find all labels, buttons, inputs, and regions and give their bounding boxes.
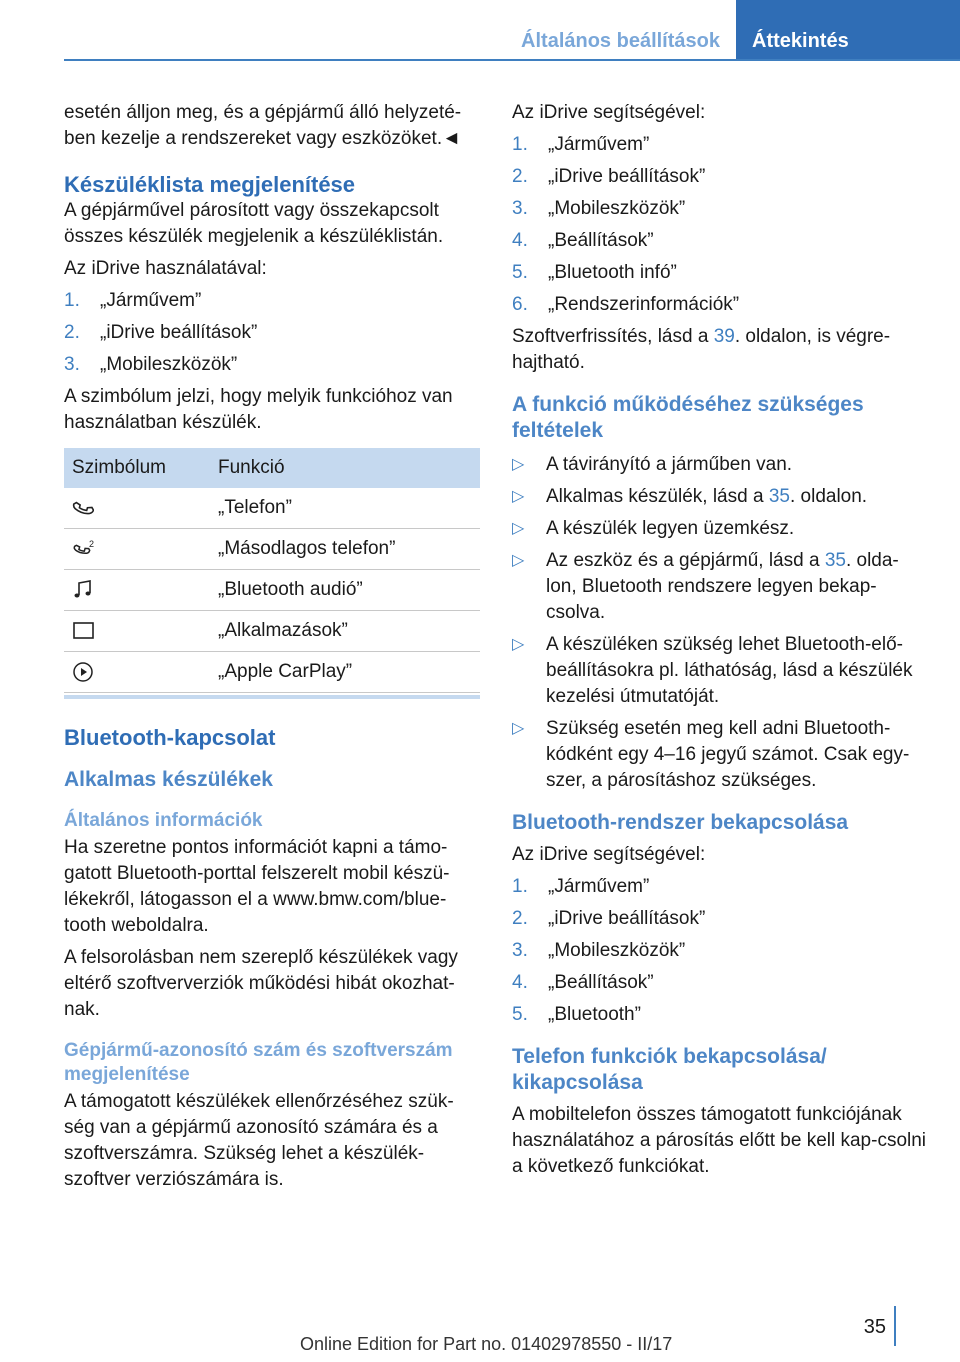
heading-device-list: Készüléklista megjelenítése	[64, 172, 356, 197]
idrive-usage-text: Az iDrive használatával:	[64, 258, 267, 279]
list-item	[512, 874, 928, 900]
text-fragment: . olda-lon, Bluetooth rendszere legyen bekap-csolva.	[546, 550, 899, 623]
page-number: 35	[863, 1316, 886, 1338]
svg-text:2: 2	[89, 539, 95, 549]
list-item	[512, 632, 928, 710]
list-item-text: „iDrive beállítások”	[548, 908, 706, 929]
list-item-text: A készülék legyen üzemkész.	[546, 518, 795, 539]
list-item-text: „Mobileszközök”	[548, 940, 686, 961]
table-header-function: Funkció	[210, 448, 480, 488]
list-item	[512, 260, 928, 286]
general-info-text-2: A felsorolásban nem szereplő készülékek vagy eltérő szoftververziók működési hibát okozhat-nak.	[64, 947, 458, 1020]
idrive-text-2: Az iDrive segítségével:	[512, 844, 706, 865]
text-fragment: . oldalon, is végre-hajtható.	[512, 326, 891, 373]
list-number: 2.	[64, 322, 80, 343]
table-row	[64, 529, 480, 570]
apps-square-icon	[72, 621, 96, 641]
text-fragment: . oldalon.	[789, 486, 868, 507]
list-number: 5.	[512, 1004, 528, 1025]
list-number: 1.	[64, 290, 80, 311]
heading-bluetooth-on: Bluetooth-rendszer bekapcsolása	[512, 811, 849, 834]
right-column	[512, 100, 928, 1186]
list-number: 1.	[512, 134, 528, 155]
list-item-text: „Mobileszközök”	[548, 198, 686, 219]
table-row	[64, 652, 480, 693]
bullet-arrow-icon: ▷	[512, 456, 525, 473]
vehicle-id-text: A támogatott készülékek ellenőrzéséhez szük-ség van a gépjármű azonosító számára és a szoftverszámra. Szükség lehet a készülék-szoftver verziószámára is.	[64, 1091, 454, 1190]
page-link-35[interactable]: 35	[824, 550, 846, 571]
table-header-row	[64, 448, 480, 488]
table-row	[64, 570, 480, 611]
symbol-table	[64, 448, 480, 693]
list-item	[512, 452, 928, 478]
list-item	[512, 716, 928, 794]
info-steps	[512, 132, 928, 318]
page-link-35[interactable]: 35	[768, 486, 790, 507]
symbol-cell	[64, 488, 210, 529]
symbol-cell	[64, 529, 210, 570]
list-item	[512, 548, 928, 626]
list-item	[512, 970, 928, 996]
list-item-text: „Mobileszközök”	[100, 354, 238, 375]
list-number: 3.	[512, 198, 528, 219]
software-update-text	[512, 324, 928, 376]
heading-phone-functions: Telefon funkciók bekapcsolása/ kikapcsolása	[512, 1045, 827, 1094]
header-rule	[64, 59, 960, 61]
list-item-text: „Járművem”	[548, 134, 650, 155]
list-item-text: „Járművem”	[100, 290, 202, 311]
list-number: 5.	[512, 262, 528, 283]
bullet-arrow-icon: ▷	[512, 520, 525, 537]
list-item-text: „Beállítások”	[548, 972, 654, 993]
list-item	[512, 484, 928, 510]
table-row	[64, 611, 480, 652]
general-info-text-1: Ha szeretne pontos információt kapni a támo-gatott Bluetooth-porttal felszerelt mobil készü-lékekről, látogasson el a www.bmw.com/blue-tooth weboldalra.	[64, 837, 450, 936]
requirements-list	[512, 452, 928, 794]
list-item-text: „Bluetooth”	[548, 1004, 641, 1025]
bullet-arrow-icon: ▷	[512, 552, 525, 569]
section-title: Általános beállítások	[521, 30, 720, 52]
device-list-text: A gépjárművel párosított vagy összekapcsolt összes készülék megjelenik a készüléklistán.	[64, 200, 444, 247]
list-number: 6.	[512, 294, 528, 315]
device-list-steps	[64, 288, 480, 378]
table-cell-function: „Telefon”	[210, 488, 480, 529]
list-number: 2.	[512, 166, 528, 187]
list-number: 1.	[512, 876, 528, 897]
idrive-text: Az iDrive segítségével:	[512, 102, 706, 123]
intro-text: esetén álljon meg, és a gépjármű álló helyzeté-ben kezelje a rendszereket vagy eszközöket.◄	[64, 102, 462, 149]
list-item	[64, 288, 480, 314]
edition-text: Online Edition for Part no. 01402978550 - II/17	[300, 1334, 673, 1354]
symbol-cell	[64, 652, 210, 693]
table-bottom-rule	[64, 695, 480, 699]
list-item	[512, 228, 928, 254]
list-item	[512, 196, 928, 222]
table-cell-function: „Alkalmazások”	[210, 611, 480, 652]
bluetooth-on-steps	[512, 874, 928, 1028]
list-item	[512, 1002, 928, 1028]
heading-vehicle-id: Gépjármű-azonosító szám és szoftverszám megjelenítése	[64, 1040, 453, 1085]
table-cell-function: „Apple CarPlay”	[210, 652, 480, 693]
secondary-phone-icon	[72, 538, 96, 560]
list-item-text: „Rendszerinformációk”	[548, 294, 740, 315]
list-number: 3.	[64, 354, 80, 375]
chapter-tab-label: Áttekintés	[752, 30, 849, 52]
symbol-text: A szimbólum jelzi, hogy melyik funkcióhoz van használatban készülék.	[64, 386, 453, 433]
bullet-arrow-icon: ▷	[512, 720, 525, 737]
table-cell-function: „Másodlagos telefon”	[210, 529, 480, 570]
page-header	[64, 0, 960, 60]
table-header-symbol: Szimbólum	[64, 448, 210, 488]
bullet-arrow-icon: ▷	[512, 488, 525, 505]
table-row	[64, 488, 480, 529]
list-item	[512, 938, 928, 964]
bullet-arrow-icon: ▷	[512, 636, 525, 653]
heading-requirements: A funkció működéséhez szükséges feltételek	[512, 393, 864, 442]
list-number: 4.	[512, 972, 528, 993]
heading-suitable-devices: Alkalmas készülékek	[64, 768, 273, 791]
list-number: 2.	[512, 908, 528, 929]
list-item-text: Szükség esetén meg kell adni Bluetooth-kódként egy 4–16 jegyű számot. Csak egy-szer, a párosításhoz szükséges.	[546, 718, 910, 791]
heading-bluetooth-connection: Bluetooth-kapcsolat	[64, 725, 276, 750]
list-item	[512, 164, 928, 190]
text-fragment: Szoftverfrissítés, lásd a	[512, 326, 714, 347]
text-fragment: Alkalmas készülék, lásd a	[546, 486, 769, 507]
phone-functions-text: A mobiltelefon összes támogatott funkciójának használatához a párosítás előtt be kell kap-csolni a következő funkciókat.	[512, 1104, 927, 1177]
chapter-tab	[736, 0, 960, 61]
list-item	[64, 352, 480, 378]
page-link-39[interactable]: 39	[713, 326, 735, 347]
list-item-text: „iDrive beállítások”	[548, 166, 706, 187]
heading-general-info: Általános információk	[64, 810, 263, 831]
list-item-text: „Beállítások”	[548, 230, 654, 251]
list-number: 3.	[512, 940, 528, 961]
table-cell-function: „Bluetooth audió”	[210, 570, 480, 611]
list-item	[512, 292, 928, 318]
symbol-cell	[64, 570, 210, 611]
text-fragment: Az eszköz és a gépjármű, lásd a	[546, 550, 825, 571]
footer-rule	[894, 1306, 896, 1346]
list-item-text: A készüléken szükség lehet Bluetooth-elő-beállításokra pl. láthatóság, lásd a készülék kezelési útmutatóját.	[546, 634, 913, 707]
list-item	[64, 320, 480, 346]
list-item-text: „Bluetooth infó”	[548, 262, 677, 283]
left-column	[64, 100, 480, 1199]
list-item	[512, 516, 928, 542]
list-number: 4.	[512, 230, 528, 251]
list-item-text: A távirányító a járműben van.	[546, 454, 793, 475]
list-item	[512, 906, 928, 932]
music-note-icon	[72, 579, 94, 601]
phone-icon	[72, 497, 94, 519]
symbol-cell	[64, 611, 210, 652]
list-item-text: „iDrive beállítások”	[100, 322, 258, 343]
play-circle-icon	[72, 661, 94, 683]
list-item-text: „Járművem”	[548, 876, 650, 897]
list-item	[512, 132, 928, 158]
